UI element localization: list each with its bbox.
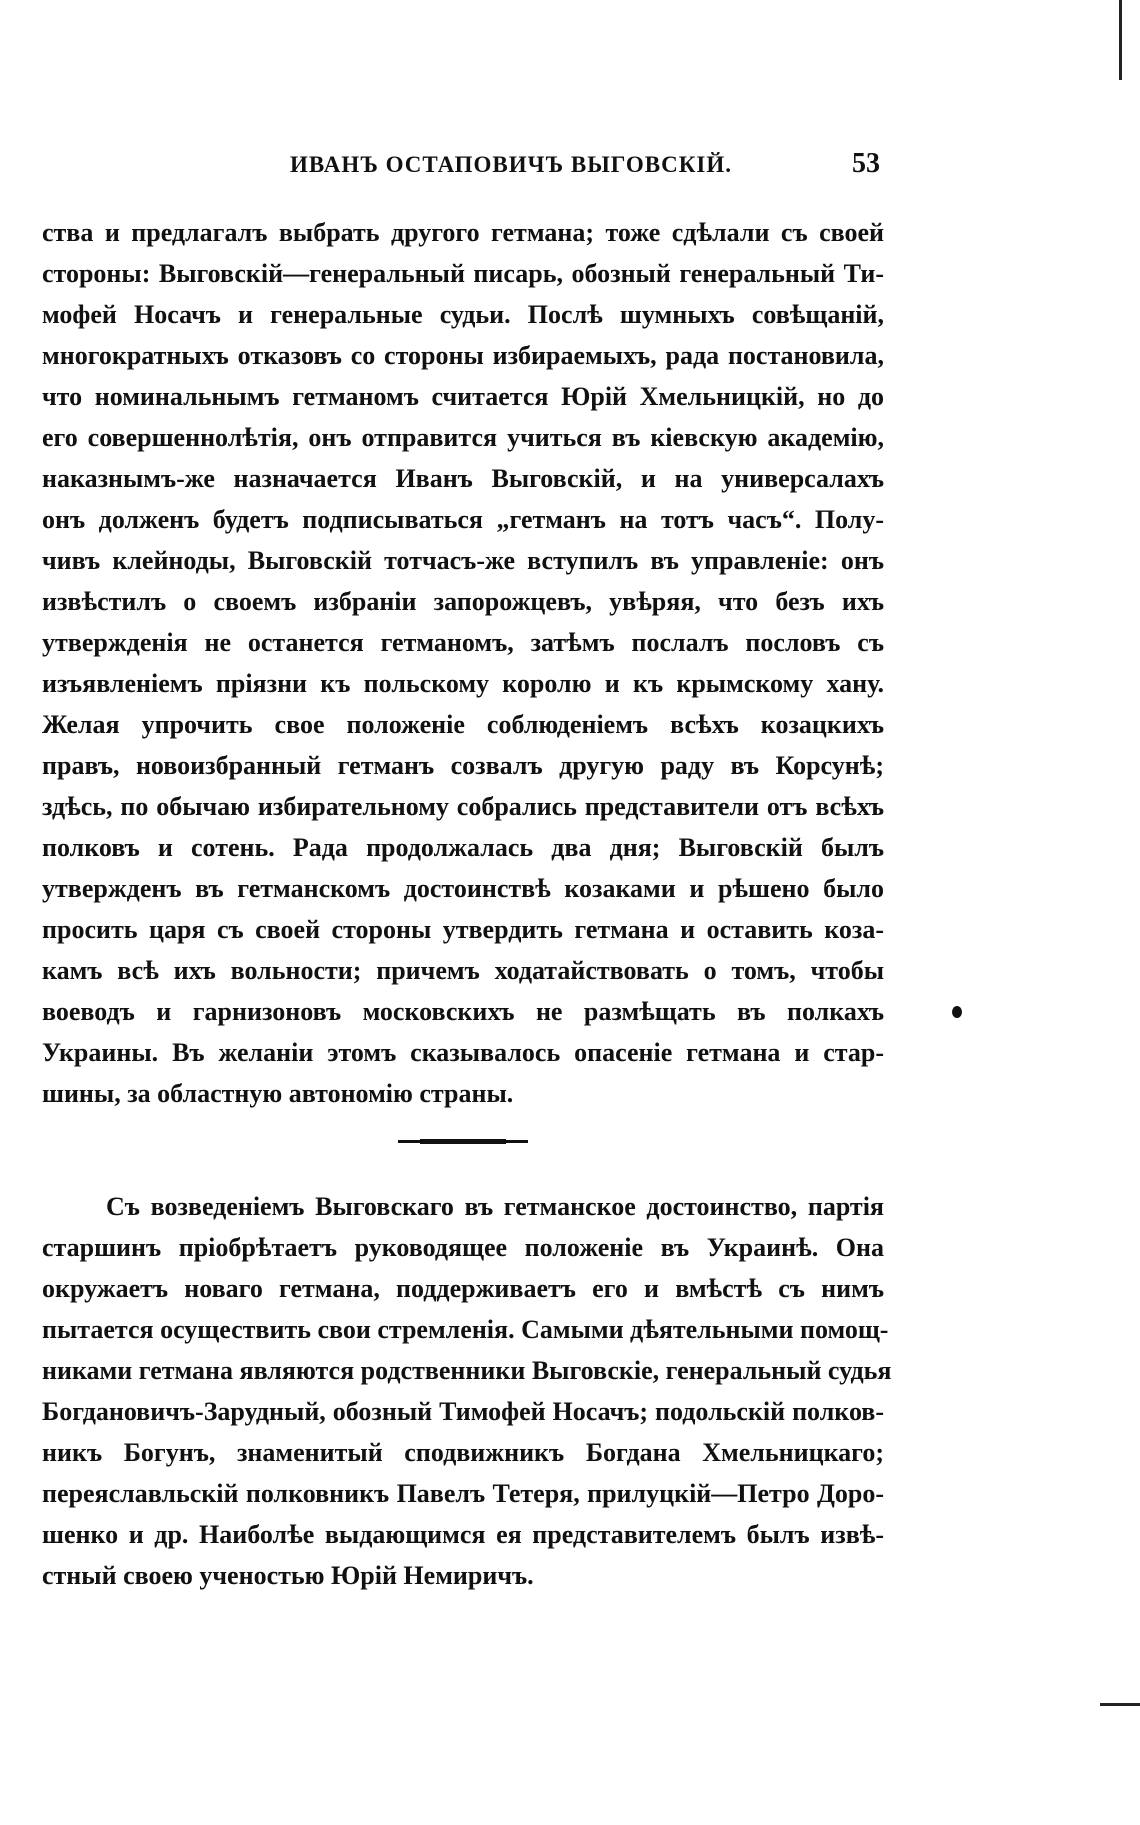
text-line: Богдановичъ-Зарудный, обозный Тимофей Носачъ; подольскій полков- — [42, 1397, 884, 1426]
text-line: правъ, новоизбранный гетманъ созвалъ другую раду въ Корсунѣ; — [42, 751, 884, 780]
text-line: ства и предлагалъ выбрать другого гетмана; тоже сдѣлали съ своей — [42, 218, 884, 247]
scan-dot-mark — [952, 1006, 962, 1018]
scan-dash-mark — [1100, 1703, 1140, 1706]
text-line: старшинъ пріобрѣтаетъ руководящее положеніе въ Украинѣ. Она — [42, 1233, 884, 1262]
text-line: чивъ клейноды, Выговскій тотчасъ-же вступилъ въ управленіе: онъ — [42, 546, 884, 575]
text-line: Съ возведеніемъ Выговскаго въ гетманское достоинство, партія — [106, 1192, 884, 1221]
text-line: наказнымъ-же назначается Иванъ Выговскій, и на универсалахъ — [42, 464, 884, 493]
scan-edge-mark — [1119, 0, 1122, 80]
text-line: окружаетъ новаго гетмана, поддерживаетъ его и вмѣстѣ съ нимъ — [42, 1274, 884, 1303]
text-line: утвержденія не останется гетманомъ, затѣмъ послалъ пословъ съ — [42, 628, 884, 657]
page-number: 53 — [852, 148, 880, 179]
text-line: просить царя съ своей стороны утвердить гетмана и оставить коза- — [42, 915, 884, 944]
text-line: здѣсь, по обычаю избирательному собрались представители отъ всѣхъ — [42, 792, 884, 821]
paragraph-2 — [42, 1186, 892, 1596]
section-separator — [398, 1140, 528, 1143]
text-line: изъявленіемъ пріязни къ польскому королю и къ крымскому хану. — [42, 669, 884, 698]
text-line: Желая упрочить свое положеніе соблюденіемъ всѣхъ козацкихъ — [42, 710, 884, 739]
text-line: мофей Носачъ и генеральные судьи. Послѣ шумныхъ совѣщаній, — [42, 300, 884, 329]
text-line: онъ долженъ будетъ подписываться „гетманъ на тотъ часъ“. Полу- — [42, 505, 884, 534]
text-line: его совершеннолѣтія, онъ отправится учиться въ кіевскую академію, — [42, 423, 884, 452]
running-head: ИВАНЪ ОСТАПОВИЧЪ ВЫГОВСКІЙ. — [290, 152, 732, 177]
text-line: никъ Богунъ, знаменитый сподвижникъ Богдана Хмельницкаго; — [42, 1438, 884, 1467]
text-line: переяславльскій полковникъ Павелъ Тетеря, прилуцкій—Петро Доро- — [42, 1479, 884, 1508]
text-line: шины, за областную автономію страны. — [42, 1079, 514, 1108]
text-line: что номинальнымъ гетманомъ считается Юрій Хмельницкій, но до — [42, 382, 884, 411]
page-header — [40, 148, 880, 192]
text-line: Украины. Въ желаніи этомъ сказывалось опасеніе гетмана и стар- — [42, 1038, 884, 1067]
text-line: шенко и др. Наиболѣе выдающимся ея представителемъ былъ извѣ- — [42, 1520, 884, 1549]
text-line: камъ всѣ ихъ вольности; причемъ ходатайствовать о томъ, чтобы — [42, 956, 884, 985]
text-line: воеводъ и гарнизоновъ московскихъ не размѣщать въ полкахъ — [42, 997, 884, 1026]
text-line: утвержденъ въ гетманскомъ достоинствѣ козаками и рѣшено было — [42, 874, 884, 903]
text-line: никами гетмана являются родственники Выговскіе, генеральный судья — [42, 1356, 892, 1385]
text-line: многократныхъ отказовъ со стороны избираемыхъ, рада постановила, — [42, 341, 884, 370]
text-line: стороны: Выговскій—генеральный писарь, обозный генеральный Ти- — [42, 259, 884, 288]
text-line: полковъ и сотень. Рада продолжалась два дня; Выговскій былъ — [42, 833, 884, 862]
paragraph-1 — [42, 212, 884, 1114]
text-line: пытается осуществить свои стремленія. Самыми дѣятельными помощ- — [42, 1315, 889, 1344]
text-line: извѣстилъ о своемъ избраніи запорожцевъ, увѣряя, что безъ ихъ — [42, 587, 884, 616]
text-line: стный своею ученостью Юрій Немиричъ. — [42, 1561, 534, 1590]
